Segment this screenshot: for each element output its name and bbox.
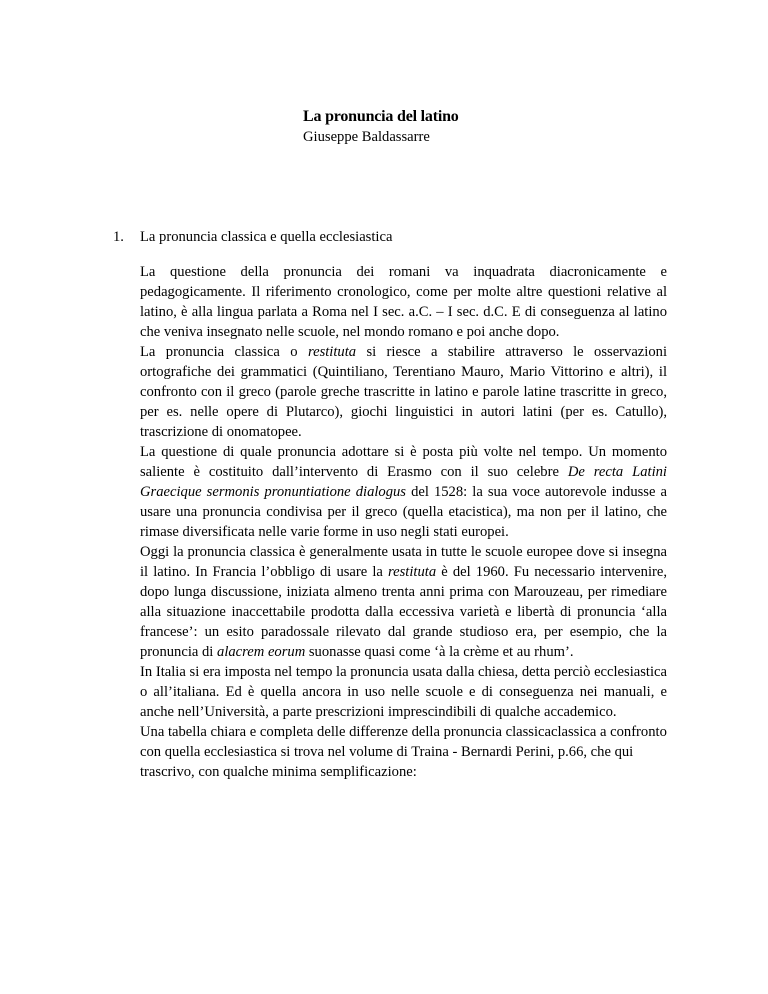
title-block [303,107,459,147]
paragraph [140,442,667,542]
section-heading [113,227,392,247]
text-run: del 1528: la sua voce autorevole indusse a usare una pronuncia condivisa per il greco (quella etacistica), ma non per il latino, che rimase diversificata nelle varie forme in uso negli stati europei. [140,484,668,540]
italic-text: De recta Latini Graecique sermonis pronuntiatione dialogus [140,464,667,500]
italic-text: restituta [388,564,437,580]
text-run: Una tabella chiara e completa delle differenze della pronuncia classicaclassica a confronto con quella ecclesiastica si trova nel volume di Traina - Bernardi Perini, p.66, che qui trascrivo, con qualche minima semplificazione: [140,724,667,780]
document-title: La pronuncia del latino [303,108,459,125]
text-run: Oggi la pronuncia classica è generalmente usata in tutte le scuole europee dove si insegna il latino. In Francia l’obbligo di usare la [140,544,667,580]
paragraph [140,542,667,662]
paragraph [140,722,667,782]
document-author: Giuseppe Baldassarre [303,129,430,145]
text-run: suonasse quasi come ‘à la crème et au rhum’. [305,644,574,660]
paragraph [140,262,667,342]
text-run: La pronuncia classica o [140,344,308,360]
italic-text: alacrem eorum [217,644,306,660]
text-run: In Italia si era imposta nel tempo la pronuncia usata dalla chiesa, detta perciò ecclesiastica o all’italiana. Ed è quella ancora in uso nelle scuole e di conseguenza nei manuali, e anche nell’Università, a parte prescrizioni imprescindibili di qualche accademico. [140,664,667,720]
section-number: 1. [113,229,124,245]
text-run: La questione di quale pronuncia adottare si è posta più volte nel tempo. Un momento saliente è costituito dall’intervento di Erasmo con il suo celebre [140,444,667,480]
body-text [140,262,667,782]
paragraph [140,662,667,722]
paragraph [140,342,667,442]
text-run: si riesce a stabilire attraverso le osservazioni ortografiche dei grammatici (Quintiliano, Terentiano Mauro, Mario Vittorino e altri), il confronto con il greco (parole greche trascritte in latino e parole latine trascritte in greco, per es. nelle opere di Plutarco), giochi linguistici in autori latini (per es. Catullo), trascrizione di onomatopee. [140,344,667,440]
text-run: è del 1960. Fu necessario intervenire, dopo lunga discussione, iniziata almeno trenta anni prima con Marouzeau, per rimediare alla situazione inaccettabile prodotta dalla eccessiva varietà e libertà di pronuncia ‘alla francese’: un esito paradossale rilevato dal grande studioso era, per esempio, che la pronuncia di [140,564,668,660]
section-heading-text: La pronuncia classica e quella ecclesiastica [140,229,393,245]
italic-text: restituta [307,344,357,360]
text-run: La questione della pronuncia dei romani va inquadrata diacronicamente e pedagogicamente. Il riferimento cronologico, come per molte altre questioni relative al latino, è alla lingua parlata a Roma nel I sec. a.C. – I sec. d.C. E di conseguenza al latino che veniva insegnato nelle scuole, nel mondo romano e poi anche dopo. [140,264,667,340]
